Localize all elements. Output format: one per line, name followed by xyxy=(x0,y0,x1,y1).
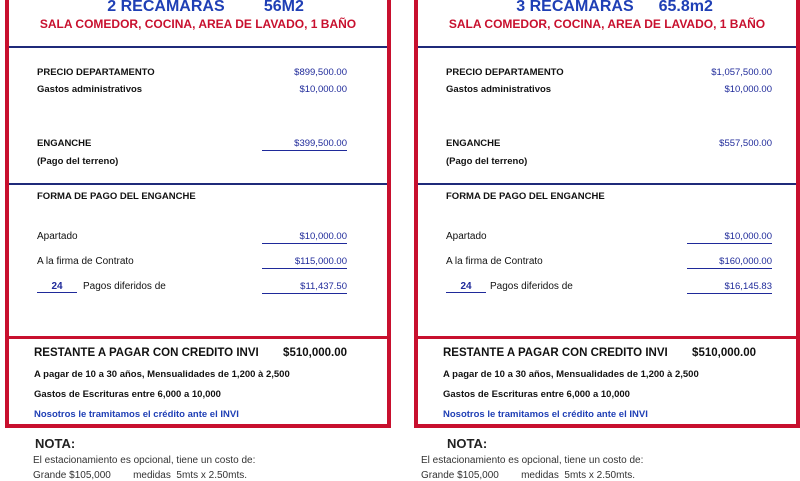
credit-line: Nosotros le tramitamos el crédito ante el INVI xyxy=(443,409,648,420)
firma-label: A la firma de Contrato xyxy=(37,256,134,267)
note-title: NOTA: xyxy=(35,436,76,451)
payment-title: FORMA DE PAGO DEL ENGANCHE xyxy=(37,191,196,202)
down-label: ENGANCHE xyxy=(37,138,92,149)
down-value: $399,500.00 xyxy=(262,138,347,151)
note-line-2: Grande $105,000 medidas 5mts x 2.50mts. xyxy=(33,470,247,481)
note-line-2: Grande $105,000 medidas 5mts x 2.50mts. xyxy=(421,470,635,481)
admin-label: Gastos administrativos xyxy=(446,84,552,95)
bedrooms-title: 2 RECAMARAS xyxy=(107,0,225,15)
num-payments: 24 xyxy=(446,281,486,293)
note-line-1: El estacionamiento es opcional, tiene un costo de: xyxy=(33,455,256,466)
down-label: ENGANCHE xyxy=(446,138,501,149)
firma-value: $115,000.00 xyxy=(262,256,347,269)
deeds-line: Gastos de Escrituras entre 6,000 a 10,000 xyxy=(443,389,630,400)
price-sheet-3-bedrooms xyxy=(414,0,800,340)
price-label: PRECIO DEPARTAMENTO xyxy=(37,67,155,78)
down-note: (Pago del terreno) xyxy=(37,156,119,167)
firma-label: A la firma de Contrato xyxy=(446,256,543,267)
price-band xyxy=(9,48,387,185)
deferred-value: $11,437.50 xyxy=(262,281,347,294)
down-note: (Pago del terreno) xyxy=(446,156,528,167)
deeds-line: Gastos de Escrituras entre 6,000 a 10,000 xyxy=(34,389,221,400)
apartado-value: $10,000.00 xyxy=(262,231,347,244)
payment-title: FORMA DE PAGO DEL ENGANCHE xyxy=(446,191,605,202)
features-line: SALA COMEDOR, COCINA, AREA DE LAVADO, 1 BAÑO xyxy=(39,17,357,31)
admin-value: $10,000.00 xyxy=(724,84,772,95)
note-title: NOTA: xyxy=(447,436,488,451)
payment-band xyxy=(9,185,387,325)
credit-line: Nosotros le tramitamos el crédito ante el INVI xyxy=(34,409,239,420)
remaining-label: RESTANTE A PAGAR CON CREDITO INVI xyxy=(443,347,668,359)
remaining-label: RESTANTE A PAGAR CON CREDITO INVI xyxy=(34,347,259,359)
price-value: $899,500.00 xyxy=(294,67,347,78)
features-line: SALA COMEDOR, COCINA, AREA DE LAVADO, 1 BAÑO xyxy=(448,17,766,31)
apartado-value: $10,000.00 xyxy=(687,231,772,244)
header-band xyxy=(9,0,387,48)
area-title: 65.8m2 xyxy=(658,0,713,15)
deferred-value: $16,145.83 xyxy=(687,281,772,294)
terms-line: A pagar de 10 a 30 años, Mensualidades de 1,200 à 2,500 xyxy=(443,369,699,380)
price-sheet-2-bedrooms xyxy=(5,0,391,340)
apartado-label: Apartado xyxy=(37,231,78,242)
remaining-band xyxy=(5,336,391,428)
price-value: $1,057,500.00 xyxy=(711,67,772,78)
payment-band xyxy=(418,185,796,325)
area-title: 56M2 xyxy=(263,0,304,15)
down-value: $557,500.00 xyxy=(719,138,772,149)
terms-line: A pagar de 10 a 30 años, Mensualidades de 1,200 à 2,500 xyxy=(34,369,290,380)
header-band xyxy=(418,0,796,48)
bedrooms-title: 3 RECAMARAS xyxy=(516,0,634,15)
price-band xyxy=(418,48,796,185)
apartado-label: Apartado xyxy=(446,231,487,242)
remaining-value: $510,000.00 xyxy=(692,347,756,359)
deferred-label: Pagos diferidos de xyxy=(490,281,573,292)
remaining-value: $510,000.00 xyxy=(283,347,347,359)
deferred-label: Pagos diferidos de xyxy=(83,281,166,292)
remaining-band xyxy=(414,336,800,428)
admin-value: $10,000.00 xyxy=(299,84,347,95)
note-line-1: El estacionamiento es opcional, tiene un costo de: xyxy=(421,455,644,466)
num-payments: 24 xyxy=(37,281,77,293)
price-label: PRECIO DEPARTAMENTO xyxy=(446,67,564,78)
admin-label: Gastos administrativos xyxy=(37,84,143,95)
firma-value: $160,000.00 xyxy=(687,256,772,269)
